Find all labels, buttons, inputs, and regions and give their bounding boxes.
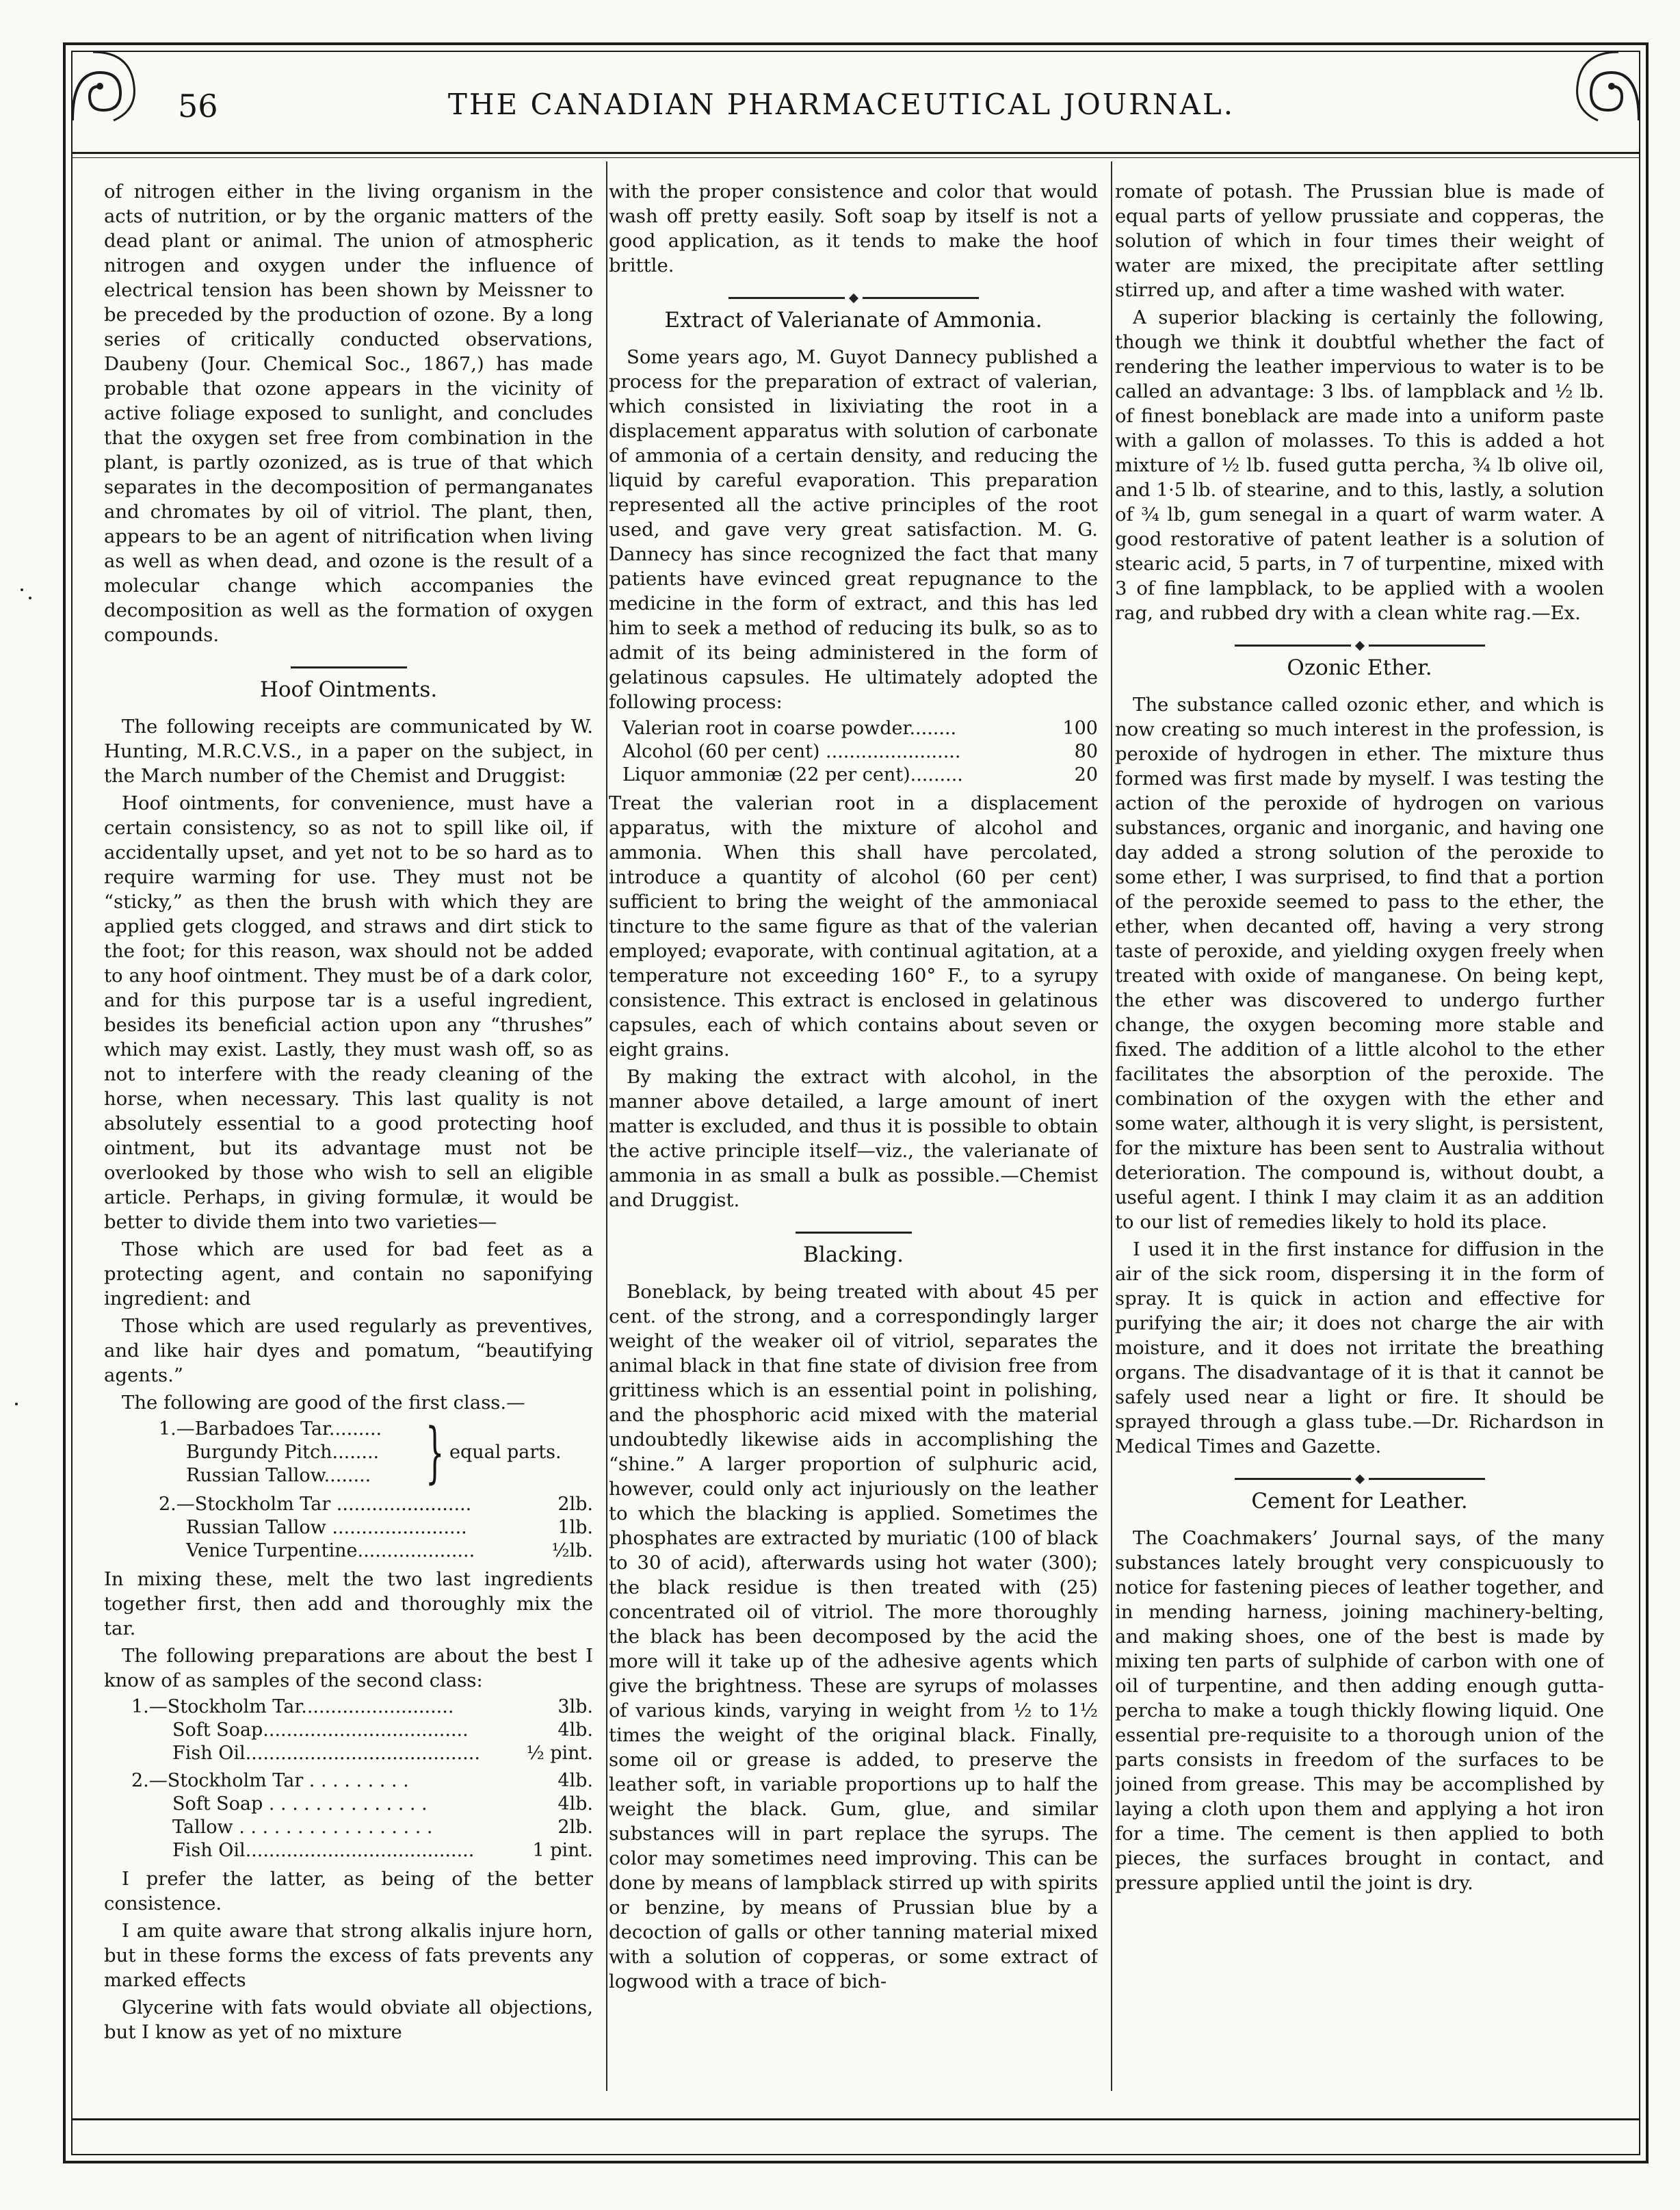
recipe-quantity: 1lb. bbox=[557, 1517, 593, 1538]
recipe-ingredient: Liquor ammoniæ (22 per cent)......... bbox=[622, 764, 963, 785]
page-number: 56 bbox=[178, 88, 218, 125]
header-rule-thin bbox=[71, 157, 1640, 158]
section-divider bbox=[609, 285, 1098, 294]
recipe-table bbox=[104, 1769, 593, 1862]
recipe-quantity: 4lb. bbox=[557, 1719, 593, 1741]
recipe-row bbox=[104, 1719, 593, 1742]
recipe-ingredient: Fish Oil....................................... bbox=[172, 1840, 475, 1861]
recipe-table bbox=[104, 1493, 593, 1563]
paragraph: Some years ago, M. Guyot Dannecy published a process for the preparation of extract of valerian, which consisted in lixiviating the root in a displacement apparatus with solution of carbonate of ammonia of a certain density, and reducing the liquid by careful evaporation. This preparation represented all the active principles of the root used, and gave very great satisfaction. M. G. Dannecy has since recognized the fact that many patients have evinced great repugnance to the medicine in the form of extract, and this has led him to seek a method of reducing its bulk, so as to admit of its being administered in the form of gelatinous capsules. He ultimately adopted the following process: bbox=[609, 346, 1098, 713]
paragraph: Boneblack, by being treated with about 45 per cent. of the strong, and a correspondingly larger weight of the weaker oil of vitriol, separates the animal black in that fine state of division free from grittiness which is an essential point in polishing, and the phosphoric acid mixed with the material undoubtedly likewise aids in accomplishing the “shine.” A larger proportion of sulphuric acid, however, could only act injuriously on the leather to which the blacking is applied. Sometimes the phosphates are extracted by muriatic (100 of black to 30 of acid), afterwards using hot water (300); the black residue is then treated with (25) concentrated oil of vitriol. The more thoroughly the black has been decomposed by the acid the more will it take up of the adhesive agents which give the brightness. These are syrups of molasses of various kinds, varying in weight from ½ to 1½ times the weight of the original black. Finally, some oil or grease is added, to preserve the leather soft, in variable proportions up to half the weight the black. Gum, glue, and similar substances will in part replace the syrups. The color may sometimes need improving. This can be done by means of lampblack stirred up with spirits or benzine, by means of Prussian blue by a decoction of galls or other tanning material mixed with a solution of copperas, or some extract of logwood with a trace of bich- bbox=[609, 1281, 1098, 1992]
recipe-quantity: ½ pint. bbox=[526, 1743, 593, 1764]
recipe-row bbox=[104, 1516, 593, 1539]
recipe-ingredient: Soft Soap................................... bbox=[172, 1719, 469, 1741]
recipe-ingredient: Soft Soap . . . . . . . . . . . . . . bbox=[172, 1793, 428, 1815]
paragraph: The following are good of the first class.— bbox=[122, 1392, 525, 1414]
recipe-quantity: 20 bbox=[1074, 764, 1098, 785]
recipe-row bbox=[104, 1793, 593, 1816]
recipe-quantity: 4lb. bbox=[557, 1770, 593, 1791]
column-1 bbox=[104, 179, 593, 2102]
bottom-rule bbox=[71, 2118, 1640, 2120]
recipe-item: Russian Tallow........ bbox=[186, 1465, 371, 1486]
recipe-row bbox=[104, 1839, 593, 1862]
recipe-row bbox=[609, 717, 1098, 740]
recipe-ingredient: Fish Oil........................................ bbox=[172, 1743, 480, 1764]
recipe-quantity: 80 bbox=[1074, 741, 1098, 762]
article-title-blacking: Blacking. bbox=[803, 1243, 904, 1267]
recipe-quantity: 2lb. bbox=[557, 1494, 593, 1515]
recipe-ingredient: Venice Turpentine.................... bbox=[186, 1540, 475, 1561]
recipe-ingredient: Valerian root in coarse powder........ bbox=[622, 718, 957, 739]
column-2 bbox=[609, 179, 1098, 2102]
recipe-quantity: ½lb. bbox=[551, 1540, 593, 1561]
brace-icon: } bbox=[425, 1414, 445, 1491]
journal-title: THE CANADIAN PHARMACEUTICAL JOURNAL. bbox=[447, 88, 1235, 121]
recipe-ingredient: 1.—Stockholm Tar.......................... bbox=[131, 1696, 454, 1717]
paragraph: The Coachmakers’ Journal says, of the many substances lately brought very conspicuously to notice for fastening pieces of leather together, and in mending harness, joining machinery-belting, and making shoes, one of the best is made by mixing ten parts of sulphide of carbon with one of oil of turpentine, and then adding enough gutta-percha to make a tough thickly flowing liquid. One essential pre-requisite to a thorough union of the parts consists in freedom of the surfaces to be joined from grease. This may be accomplished by laying a cloth upon them and applying a hot iron for a time. The cement is then applied to both pieces, the surfaces brought in contact, and pressure applied until the joint is dry. bbox=[1115, 1527, 1604, 1894]
column-rule-1 bbox=[606, 161, 607, 2091]
paragraph: I am quite aware that strong alkalis injure horn, but in these forms the excess of fats prevents any marked effects bbox=[104, 1920, 593, 1991]
recipe-note: equal parts. bbox=[449, 1442, 562, 1463]
paragraph: Hoof ointments, for convenience, must have a certain consistency, so as not to spill like oil, if accidentally upset, and yet not to be so hard as to require warming for use. They must not be “sticky,” as then the brush with which they are applied gets clogged, and straws and dirt stick to the foot; for this reason, wax should not be added to any hoof ointment. They must be of a dark color, and for this purpose tar is a useful ingredient, besides its beneficial action upon any “thrushes” which may exist. Lastly, they must wash off, so as not to interfere with the ready cleaning of the horse, when necessary. This last quality is not absolutely essential to a good protecting hoof ointment, but its advantage must not be overlooked by those who wish to sell an eligible article. Perhaps, in giving formulæ, it would be better to divide them into two varieties— bbox=[104, 792, 593, 1233]
print-speck bbox=[29, 597, 31, 599]
recipe-quantity: 4lb. bbox=[557, 1793, 593, 1815]
paragraph: with the proper consistence and color that would wash off pretty easily. Soft soap by itself is not a good application, as it tends to make the hoof brittle. bbox=[609, 181, 1098, 276]
article-title-cement: Cement for Leather. bbox=[1251, 1489, 1468, 1513]
recipe-table bbox=[609, 717, 1098, 787]
recipe-ingredient: Alcohol (60 per cent) ....................... bbox=[622, 741, 961, 762]
paragraph: Those which are used regularly as preventives, and like hair dyes and pomatum, “beautifying agents.” bbox=[104, 1315, 593, 1386]
paragraph: The following preparations are about the best I know of as samples of the second class: bbox=[104, 1645, 593, 1691]
paragraph: I prefer the latter, as being of the better consistence. bbox=[104, 1868, 593, 1914]
recipe-item: Burgundy Pitch........ bbox=[186, 1442, 380, 1463]
recipe-quantity: 2lb. bbox=[557, 1817, 593, 1838]
recipe-row bbox=[104, 1539, 593, 1563]
header-rule bbox=[71, 152, 1640, 154]
recipe-row bbox=[609, 764, 1098, 787]
corner-ornament-left-icon bbox=[66, 45, 148, 127]
recipe-ingredient: Tallow . . . . . . . . . . . . . . . . . bbox=[172, 1817, 433, 1838]
paragraph: Glycerine with fats would obviate all objections, but I know as yet of no mixture bbox=[104, 1997, 593, 2043]
recipe-row bbox=[104, 1742, 593, 1765]
print-speck bbox=[21, 588, 23, 591]
recipe-row bbox=[104, 1493, 593, 1516]
print-speck bbox=[15, 1403, 18, 1405]
paragraph: The substance called ozonic ether, and which is now creating so much interest in the profession, is peroxide of hydrogen in ether. The mixture thus formed was first made by myself. I was testing the action of the peroxide of hydrogen on various substances, organic and inorganic, and having one day added a strong solution of the peroxide to some ether, I was surprised, to find that a portion of the peroxide seemed to pass to the ether, the ether, when decanted off, having a very strong taste of peroxide, and yielding oxygen freely when treated with oxide of manganese. On being kept, the ether was discovered to undergo further change, the oxygen becoming more stable and fixed. The addition of a little alcohol to the ether facilitates the absorption of the peroxide. The combination of the oxygen with the ether and some water, although it is very slight, is persistent, for the mixture has been sent to Australia without deterioration. The compound is, without doubt, a useful agent. I think I may claim it as an addition to our list of remedies likely to hold its place. bbox=[1115, 694, 1604, 1233]
recipe-ingredient: 2.—Stockholm Tar . . . . . . . . . bbox=[131, 1770, 409, 1791]
recipe-equal-parts bbox=[104, 1414, 593, 1491]
paragraph: In mixing these, melt the two last ingredients together first, then add and thoroughly mix the tar. bbox=[104, 1568, 593, 1639]
paragraph: The following receipts are communicated by W. Hunting, M.R.C.V.S., in a paper on the subject, in the March number of the Chemist and Druggist: bbox=[104, 716, 593, 787]
article-title-hoof-ointments: Hoof Ointments. bbox=[259, 677, 438, 702]
recipe-quantity: 3lb. bbox=[557, 1696, 593, 1717]
section-divider bbox=[104, 654, 593, 664]
column-3 bbox=[1115, 179, 1604, 2102]
paragraph: By making the extract with alcohol, in the manner above detailed, a large amount of inert matter is excluded, and thus it is possible to obtain the active principle itself—viz., the valerianate of ammonia in as small a bulk as possible.—Chemist and Druggist. bbox=[609, 1066, 1098, 1211]
page-header bbox=[144, 81, 1539, 129]
section-divider bbox=[609, 1219, 1098, 1229]
recipe-row bbox=[104, 1695, 593, 1719]
paragraph: of nitrogen either in the living organism in the acts of nutrition, or by the organic matters of the dead plant or animal. The union of atmospheric nitrogen and oxygen under the influence of electrical tension has been shown by Meissner to be preceded by the production of ozone. By a long series of critically conducted observations, Daubeny (Jour. Chemical Soc., 1867,) has made probable that ozone appears in the vicinity of active foliage exposed to sunlight, and concludes that the oxygen set free from combination in the plant, is partly ozonized, as is true of that which separates in the decomposition of permanganates and chromates by oil of vitriol. The plant, then, appears to be an agent of nitrification when living as well as when dead, and ozone is the result of a molecular change which accompanies the decomposition as well as the formation of oxygen compounds. bbox=[104, 181, 593, 646]
paragraph: I used it in the first instance for diffusion in the air of the sick room, dispersing it in the form of spray. It is quick in action and effective for purifying the air; it does not charge the air with moisture, and it does not irritate the breathing organs. The disadvantage of it is that it cannot be safely used near a light or fire. It should be sprayed through a glass tube.—Dr. Richardson in Medical Times and Gazette. bbox=[1115, 1238, 1604, 1457]
recipe-row bbox=[609, 740, 1098, 764]
recipe-quantity: 100 bbox=[1062, 718, 1098, 739]
paragraph: A superior blacking is certainly the following, though we think it doubtful whether the fact of rendering the leather impervious to water is to be called an advantage: 3 lbs. of lampblack and ½ lb. of finest boneblack are made into a uniform paste with a gallon of molasses. To this is added a hot mixture of ½ lb. fused gutta percha, ¾ lb olive oil, and 1·5 lb. of stearine, and to this, lastly, a solution of ¾ lb, gum senegal in a quart of warm water. A good restorative of patent leather is a solution of stearic acid, 5 parts, in 7 of turpentine, mixed with 3 of fine lampblack, to be applied with a woolen rag, and rubbed dry with a clean white rag.—Ex. bbox=[1115, 307, 1604, 624]
recipe-item: 1.—Barbadoes Tar......... bbox=[159, 1418, 382, 1440]
paragraph: Those which are used for bad feet as a protecting agent, and contain no saponifying ingredient: and bbox=[104, 1238, 593, 1310]
recipe-table bbox=[104, 1695, 593, 1765]
paragraph: romate of potash. The Prussian blue is made of equal parts of yellow prussiate and copperas, the solution of which in four times their weight of water are mixed, the precipitate after settling stirred up, and after a time washed with water. bbox=[1115, 181, 1604, 301]
section-divider bbox=[1115, 632, 1604, 642]
column-rule-2 bbox=[1111, 161, 1112, 2091]
article-title-ozonic-ether: Ozonic Ether. bbox=[1287, 655, 1432, 680]
recipe-row bbox=[104, 1769, 593, 1793]
recipe-ingredient: 2.—Stockholm Tar ....................... bbox=[159, 1494, 472, 1515]
paragraph: Treat the valerian root in a displacement apparatus, with the mixture of alcohol and ammonia. When this shall have percolated, introduce a quantity of alcohol (60 per cent) sufficient to bring the weight of the ammoniacal tincture to the same figure as that of the valerian employed; evaporate, with continual agitation, at a temperature not exceeding 160° F., to a syrupy consistence. This extract is enclosed in gelatinous capsules, each of which contains about seven or eight grains. bbox=[609, 792, 1098, 1061]
article-title-valerianate: Extract of Valerianate of Ammonia. bbox=[664, 308, 1042, 333]
recipe-ingredient: Russian Tallow ....................... bbox=[186, 1517, 467, 1538]
recipe-quantity: 1 pint. bbox=[532, 1840, 593, 1861]
recipe-row bbox=[104, 1816, 593, 1839]
corner-ornament-right-icon bbox=[1564, 45, 1646, 127]
section-divider bbox=[1115, 1466, 1604, 1475]
